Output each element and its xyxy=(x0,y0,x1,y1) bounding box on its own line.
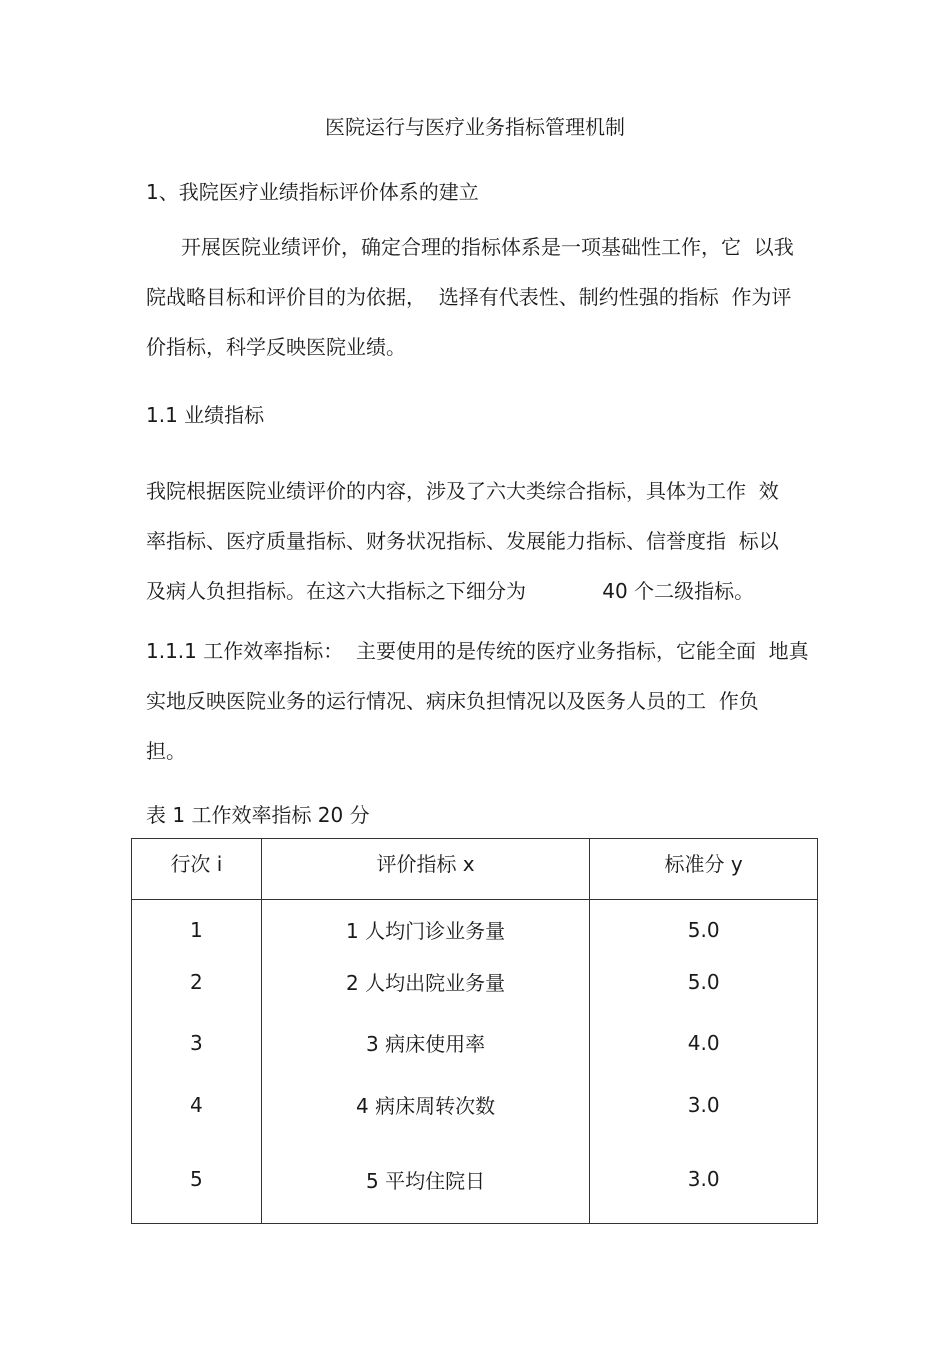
paragraph-line: 率指标、医疗质量指标、财务状况指标、发展能力指标、信誉度指 标以 xyxy=(146,529,779,553)
table-header-row xyxy=(132,839,818,900)
cell-row-index: 1 xyxy=(132,900,262,952)
section-heading-1-1: 1.1 业绩指标 xyxy=(146,403,265,427)
table-row xyxy=(132,1136,818,1224)
paragraph-line: 实地反映医院业务的运行情况、病床负担情况以及医务人员的工 作负 xyxy=(146,689,759,713)
table-row xyxy=(132,900,818,952)
table-row xyxy=(132,1012,818,1074)
cell-row-index: 5 xyxy=(132,1136,262,1224)
cell-indicator: 4 病床周转次数 xyxy=(261,1074,589,1136)
table-caption: 表 1 工作效率指标 20 分 xyxy=(146,803,370,827)
paragraph-line: 我院根据医院业绩评价的内容，涉及了六大类综合指标，具体为工作 效 xyxy=(146,479,779,503)
cell-row-index: 4 xyxy=(132,1074,262,1136)
cell-indicator: 1 人均门诊业务量 xyxy=(261,900,589,952)
paragraph-line: 院战略目标和评价目的为依据， 选择有代表性、制约性强的指标 作为评 xyxy=(146,285,792,309)
cell-indicator: 3 病床使用率 xyxy=(261,1012,589,1074)
table-row xyxy=(132,1074,818,1136)
cell-score: 5.0 xyxy=(590,900,818,952)
paragraph-line: 担。 xyxy=(146,739,186,763)
cell-score: 4.0 xyxy=(590,1012,818,1074)
paragraph-line: 开展医院业绩评价，确定合理的指标体系是一项基础性工作，它 以我 xyxy=(181,235,794,259)
cell-indicator: 2 人均出院业务量 xyxy=(261,952,589,1012)
paragraph-line: 价指标，科学反映医院业绩。 xyxy=(146,335,406,359)
header-row-index: 行次 i xyxy=(132,839,262,900)
efficiency-metrics-table xyxy=(131,838,818,1224)
cell-indicator: 5 平均住院日 xyxy=(261,1136,589,1224)
cell-row-index: 2 xyxy=(132,952,262,1012)
paragraph-line: 及病人负担指标。在这六大指标之下细分为 40 个二级指标。 xyxy=(146,579,755,603)
cell-score: 5.0 xyxy=(590,952,818,1012)
document-title: 医院运行与医疗业务指标管理机制 xyxy=(325,115,625,139)
header-indicator: 评价指标 x xyxy=(261,839,589,900)
paragraph-line: 1.1.1 工作效率指标： 主要使用的是传统的医疗业务指标，它能全面 地真 xyxy=(146,639,809,663)
cell-score: 3.0 xyxy=(590,1074,818,1136)
header-standard-score: 标准分 y xyxy=(590,839,818,900)
cell-row-index: 3 xyxy=(132,1012,262,1074)
cell-score: 3.0 xyxy=(590,1136,818,1224)
table-row xyxy=(132,952,818,1012)
section-heading-1: 1、我院医疗业绩指标评价体系的建立 xyxy=(146,180,479,204)
